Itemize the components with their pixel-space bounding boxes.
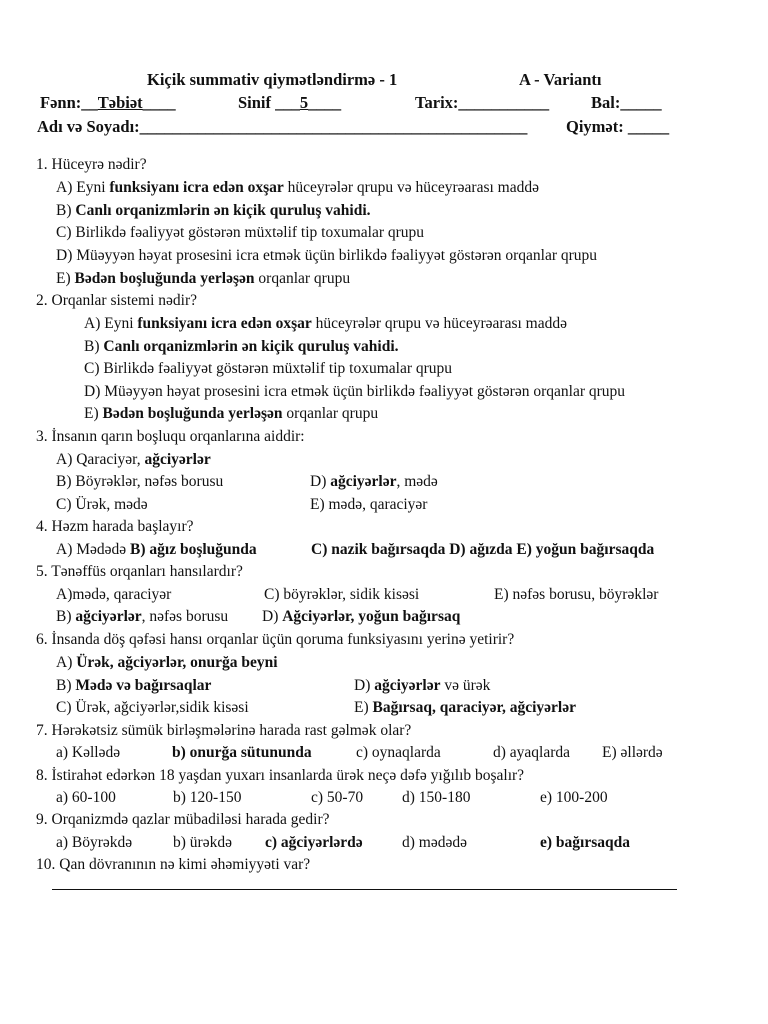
q5-option-e[interactable]: E) nəfəs borusu, böyrəklər: [494, 586, 659, 603]
q3-option-c[interactable]: C) Ürək, mədə: [56, 496, 148, 513]
q1-option-b[interactable]: B) Canlı orqanizmlərin ən kiçik quruluş vahidi.: [56, 202, 371, 219]
q4-options-cde[interactable]: C) nazik bağırsaqda D) ağızda E) yoğun bağırsaqda: [311, 541, 655, 558]
q5-option-b[interactable]: B) ağciyərlər, nəfəs borusu: [56, 608, 229, 625]
q3-option-e[interactable]: E) mədə, qaraciyər: [310, 496, 428, 513]
q5-option-d[interactable]: D) Ağciyərlər, yoğun bağırsaq: [262, 608, 461, 625]
q1-option-c[interactable]: C) Birlikdə fəaliyyət göstərən müxtəlif tip toxumalar qrupu: [56, 224, 425, 241]
q7-option-b[interactable]: b) onurğa sütununda: [172, 744, 312, 761]
q9-option-e[interactable]: e) bağırsaqda: [540, 834, 630, 851]
q9-option-c[interactable]: c) ağciyərlərdə: [265, 834, 363, 851]
q1-option-a[interactable]: A) Eyni funksiyanı icra edən oxşar hüceyrələr qrupu və hüceyrəarası maddə: [56, 179, 539, 196]
q2-option-b[interactable]: B) Canlı orqanizmlərin ən kiçik quruluş vahidi.: [84, 338, 399, 355]
worksheet-title: Kiçik summativ qiymətləndirmə - 1: [147, 70, 398, 89]
q2-option-a[interactable]: A) Eyni funksiyanı icra edən oxşar hüceyrələr qrupu və hüceyrəarası maddə: [84, 315, 567, 332]
class-value: 5: [299, 93, 309, 112]
subject-value: Təbiət: [97, 93, 143, 112]
name-field[interactable]: Adı və Soyadı:_______________________________________________: [37, 117, 528, 136]
q2-option-d[interactable]: D) Müəyyən həyat prosesini icra etmək üçün birlikdə fəaliyyət göstərən orqanlar qrupu: [84, 383, 626, 400]
question-7: 7. Hərəkətsiz sümük birləşmələrinə harada rast gəlmək olar?: [36, 722, 412, 739]
question-1: 1. Hüceyrə nədir?: [36, 156, 147, 173]
q6-option-b[interactable]: B) Mədə və bağırsaqlar: [56, 677, 212, 694]
score-field[interactable]: Bal:_____: [591, 93, 662, 112]
grade-field[interactable]: Qiymət: _____: [566, 117, 670, 136]
question-5: 5. Tənəffüs orqanları hansılardır?: [36, 563, 243, 580]
answer-line[interactable]: [52, 889, 677, 890]
q7-option-c[interactable]: c) oynaqlarda: [356, 744, 441, 761]
q9-option-b[interactable]: b) ürəkdə: [173, 834, 232, 851]
q8-option-d[interactable]: d) 150-180: [402, 789, 471, 806]
class-field[interactable]: [238, 93, 341, 113]
question-9: 9. Orqanizmdə qazlar mübadiləsi harada gedir?: [36, 811, 330, 828]
subject-tail: ____: [142, 93, 176, 112]
q5-option-c[interactable]: C) böyrəklər, sidik kisəsi: [264, 586, 420, 603]
q8-option-a[interactable]: a) 60-100: [56, 789, 116, 806]
q9-option-a[interactable]: a) Böyrəkdə: [56, 834, 133, 851]
q3-option-d[interactable]: D) ağciyərlər, mədə: [310, 473, 438, 490]
q8-option-e[interactable]: e) 100-200: [540, 789, 608, 806]
q6-option-e[interactable]: E) Bağırsaq, qaraciyər, ağciyərlər: [354, 699, 576, 716]
question-3: 3. İnsanın qarın boşluqu orqanlarına aiddir:: [36, 428, 305, 445]
question-8: 8. İstirahət edərkən 18 yaşdan yuxarı insanlarda ürək neçə dəfə yığılıb boşalır?: [36, 767, 525, 784]
question-4: 4. Həzm harada başlayır?: [36, 518, 194, 535]
class-label: Sinif ___: [238, 93, 300, 112]
q6-option-a[interactable]: A) Ürək, ağciyərlər, onurğa beyni: [56, 654, 278, 671]
q3-option-a[interactable]: A) Qaraciyər, ağciyərlər: [56, 451, 211, 468]
variant-label: A - Variantı: [519, 70, 602, 89]
q5-option-a[interactable]: A)mədə, qaraciyər: [56, 586, 172, 603]
q3-option-b[interactable]: B) Böyrəklər, nəfəs borusu: [56, 473, 224, 490]
class-tail: ____: [308, 93, 342, 112]
q8-option-b[interactable]: b) 120-150: [173, 789, 242, 806]
q7-option-d[interactable]: d) ayaqlarda: [493, 744, 571, 761]
q2-option-c[interactable]: C) Birlikdə fəaliyyət göstərən müxtəlif tip toxumalar qrupu: [84, 360, 453, 377]
q7-option-a[interactable]: a) Kəllədə: [56, 744, 121, 761]
question-10: 10. Qan dövranının nə kimi əhəmiyyəti var?: [36, 856, 311, 873]
q8-option-c[interactable]: c) 50-70: [311, 789, 364, 806]
q9-option-d[interactable]: d) mədədə: [402, 834, 467, 851]
q4-options-ab[interactable]: A) Mədədə B) ağız boşluğunda: [56, 541, 257, 558]
q2-option-e[interactable]: E) Bədən boşluğunda yerləşən orqanlar qrupu: [84, 405, 379, 422]
q6-option-c[interactable]: C) Ürək, ağciyərlər,sidik kisəsi: [56, 699, 249, 716]
question-6: 6. İnsanda döş qəfəsi hansı orqanlar üçün qoruma funksiyasını yerinə yetirir?: [36, 631, 515, 648]
q1-option-d[interactable]: D) Müəyyən həyat prosesini icra etmək üçün birlikdə fəaliyyət göstərən orqanlar qrupu: [56, 247, 598, 264]
subject-label: Fənn:__: [40, 93, 98, 112]
question-2: 2. Orqanlar sistemi nədir?: [36, 292, 197, 309]
date-field[interactable]: Tarix:___________: [415, 93, 550, 112]
q6-option-d[interactable]: D) ağciyərlər və ürək: [354, 677, 491, 694]
q7-option-e[interactable]: E) əllərdə: [602, 744, 663, 761]
q1-option-e[interactable]: E) Bədən boşluğunda yerləşən orqanlar qrupu: [56, 270, 351, 287]
subject-field[interactable]: [40, 93, 176, 113]
